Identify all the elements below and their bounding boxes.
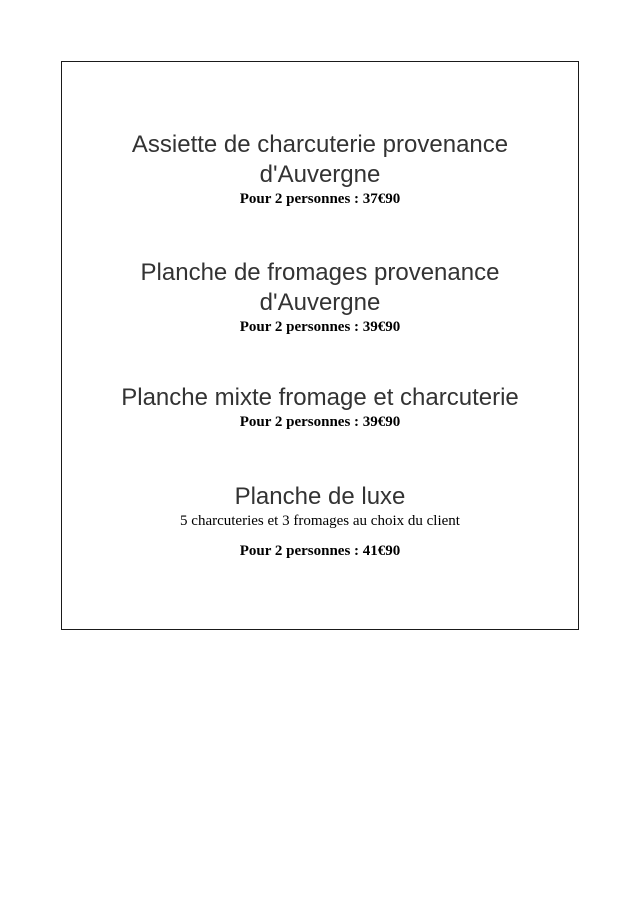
menu-item-charcuterie [62, 130, 578, 208]
item-price: Pour 2 personnes : 41€90 [239, 543, 401, 559]
menu-box [61, 61, 579, 630]
menu-item-luxe [62, 482, 578, 560]
item-title-line: Planche de fromages provenance [140, 259, 500, 286]
item-title-line: Assiette de charcuterie provenance [131, 131, 509, 158]
item-price: Pour 2 personnes : 37€90 [239, 191, 401, 207]
item-price: Pour 2 personnes : 39€90 [239, 319, 401, 335]
item-title-line: Planche de luxe [234, 483, 406, 510]
item-title-line: Planche mixte fromage et charcuterie [121, 384, 519, 411]
menu-item-fromages [62, 258, 578, 336]
item-title-line: d'Auvergne [259, 161, 381, 188]
menu-item-mixte [62, 383, 578, 431]
item-description: 5 charcuteries et 3 fromages au choix du client [180, 513, 460, 529]
item-price: Pour 2 personnes : 39€90 [239, 414, 401, 430]
item-title-line: d'Auvergne [259, 289, 381, 316]
